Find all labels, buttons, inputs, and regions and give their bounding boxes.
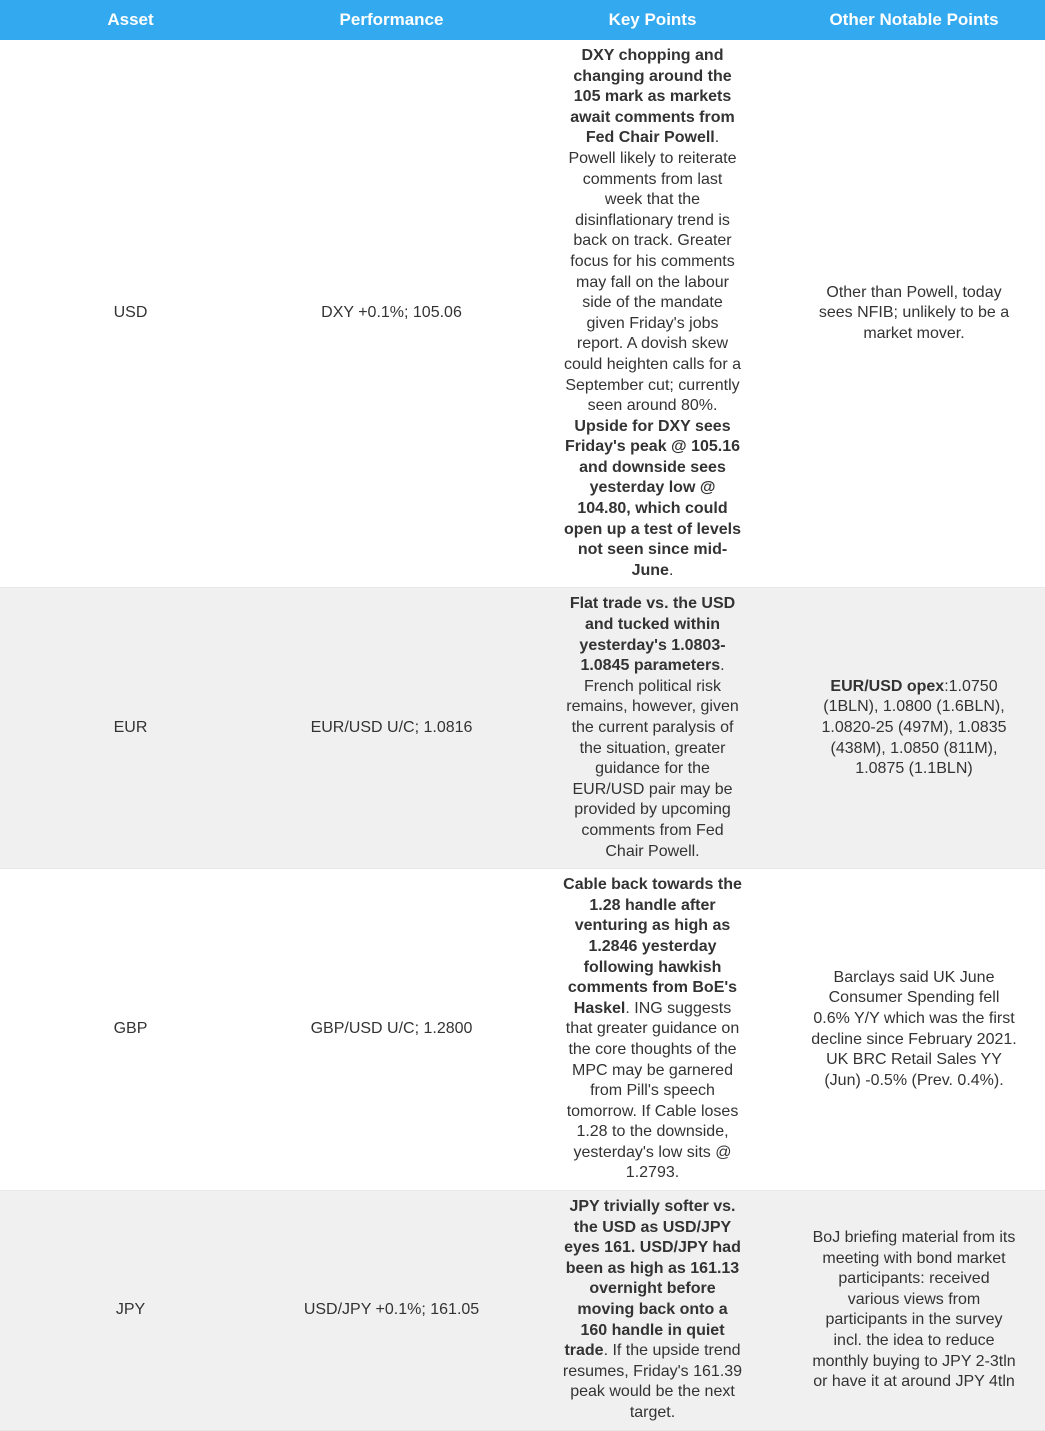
key-points-bold-2: Upside for DXY sees Friday's peak @ 105.16 and downside sees yesterday low @ 104.80, which could open up a test of levels not seen since mid-June <box>564 417 741 579</box>
key-points-cell <box>522 1191 783 1431</box>
other-points-cell <box>783 1191 1045 1431</box>
performance-cell: GBP/USD U/C; 1.2800 <box>261 869 522 1191</box>
header-row <box>0 0 1045 40</box>
key-points-bold: DXY chopping and changing around the 105 mark as markets await comments from Fed Chair Powell <box>570 47 735 147</box>
header-performance: Performance <box>261 0 522 40</box>
asset-cell: USD <box>0 40 261 588</box>
key-points-cell <box>522 869 783 1191</box>
performance-cell: DXY +0.1%; 105.06 <box>261 40 522 588</box>
asset-cell: GBP <box>0 869 261 1191</box>
key-points-bold: Cable back towards the 1.28 handle after venturing as high as 1.2846 yesterday following hawkish comments from BoE's Haskel <box>563 876 742 1017</box>
header-other-notable-points: Other Notable Points <box>783 0 1045 40</box>
other-points-text: Barclays said UK June Consumer Spending fell 0.6% Y/Y which was the first decline since February 2021. UK BRC Retail Sales YY (Jun) -0.5% (Prev. 0.4%). <box>811 968 1017 1089</box>
header-asset: Asset <box>0 0 261 40</box>
key-points-cell <box>522 40 783 588</box>
table-row-gbp <box>0 869 1045 1191</box>
key-points-text-2: . <box>668 561 674 579</box>
table-row-jpy <box>0 1191 1045 1431</box>
key-points-text: . ING suggests that greater guidance on the core thoughts of the MPC may be garnered from Pill's speech tomorrow. If Cable loses 1.28 to the downside, yesterday's low sits @ 1.2793. <box>565 999 740 1182</box>
key-points-text: . Powell likely to reiterate comments from last week that the disinflationary trend is back on track. Greater focus for his comments may fall on the labour side of the mandate given Friday's jobs report. A dovish skew could heighten calls for a September cut; currently seen around 80%. <box>564 129 741 415</box>
asset-cell: JPY <box>0 1191 261 1431</box>
other-points-cell <box>783 588 1045 869</box>
performance-cell: USD/JPY +0.1%; 161.05 <box>261 1191 522 1431</box>
table-row-usd <box>0 40 1045 588</box>
other-points-cell <box>783 869 1045 1191</box>
key-points-bold: Flat trade vs. the USD and tucked within yesterday's 1.0803-1.0845 parameters <box>569 595 736 675</box>
table-row-eur <box>0 588 1045 869</box>
key-points-text: . French political risk remains, however, given the current paralysis of the situation, greater guidance for the EUR/USD pair may be provided by upcoming comments from Fed Chair Powell. <box>566 657 739 860</box>
other-points-cell <box>783 40 1045 588</box>
other-points-text: Other than Powell, today sees NFIB; unlikely to be a market mover. <box>818 283 1010 343</box>
other-points-text: :1.0750 (1BLN), 1.0800 (1.6BLN), 1.0820-25 (497M), 1.0835 (438M), 1.0850 (811M), 1.0875 (1.1BLN) <box>821 677 1007 778</box>
key-points-cell <box>522 588 783 869</box>
other-points-text: BoJ briefing material from its meeting with bond market participants: received various views from participants in the survey incl. the idea to reduce monthly buying to JPY 2-3tln or have it at around JPY 4tln <box>812 1228 1016 1391</box>
asset-cell: EUR <box>0 588 261 869</box>
performance-cell: EUR/USD U/C; 1.0816 <box>261 588 522 869</box>
key-points-text: . If the upside trend resumes, Friday's 161.39 peak would be the next target. <box>562 1342 743 1421</box>
key-points-bold: JPY trivially softer vs. the USD as USD/JPY eyes 161. USD/JPY had been as high as 161.13 overnight before moving back onto a 160 handle in quiet trade <box>564 1198 741 1360</box>
header-key-points: Key Points <box>522 0 783 40</box>
other-points-bold: EUR/USD opex <box>830 677 945 695</box>
